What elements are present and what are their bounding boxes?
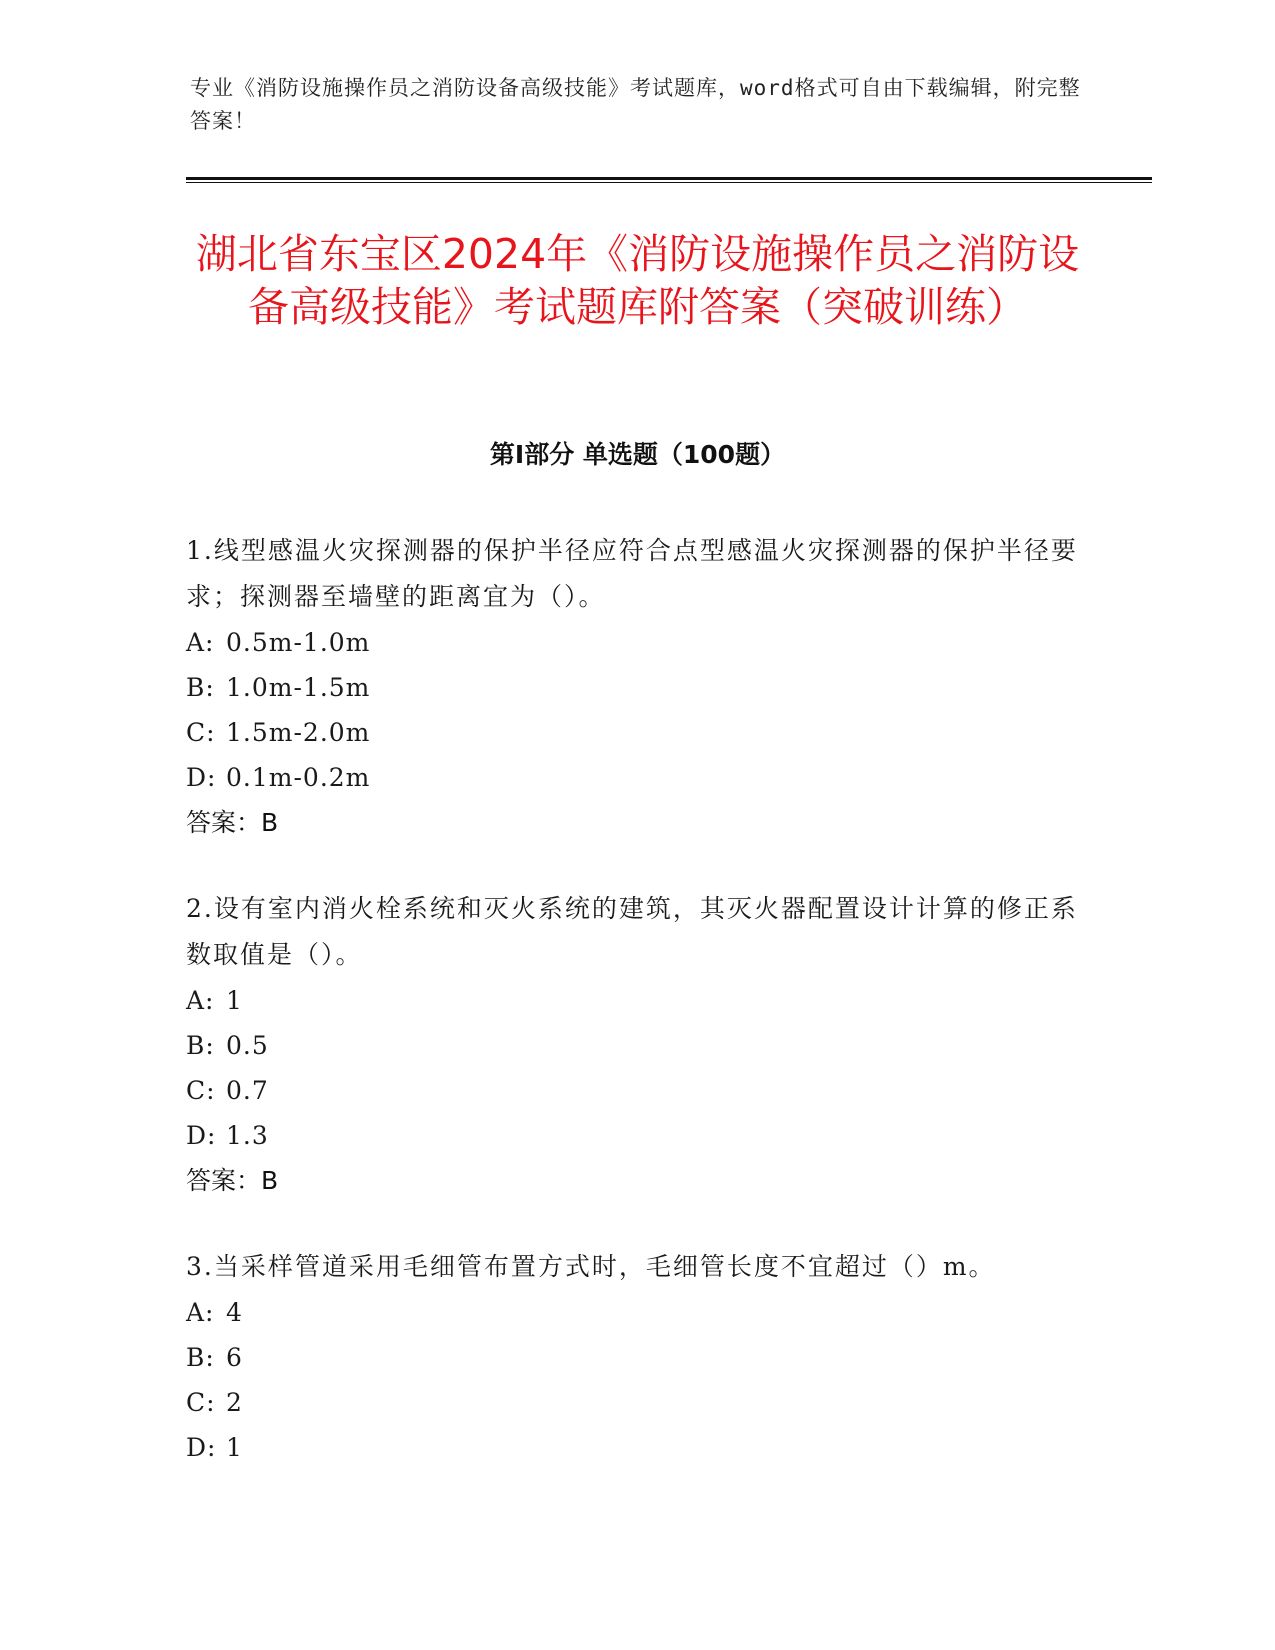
option-key: C: [186, 718, 216, 747]
header-note: 专业《消防设施操作员之消防设备高级技能》考试题库，word格式可自由下载编辑，附完整答案！ [190, 76, 1081, 133]
question-list [186, 528, 1086, 1510]
option-text: 6 [226, 1343, 243, 1372]
option-a [186, 620, 1086, 665]
option-key: A: [186, 628, 215, 657]
document-title: 湖北省东宝区2024年《消防设施操作员之消防设备高级技能》考试题库附答案（突破训练） [195, 230, 1080, 331]
option-c [186, 710, 1086, 755]
option-text: 2 [226, 1388, 243, 1417]
option-key: D: [186, 1121, 217, 1150]
question-1 [186, 528, 1086, 846]
option-text: 0.7 [226, 1076, 269, 1105]
option-key: D: [186, 1433, 217, 1462]
option-c [186, 1380, 1086, 1425]
option-b [186, 1023, 1086, 1068]
question-stem: 3.当采样管道采用毛细管布置方式时，毛细管长度不宜超过（）m。 [186, 1252, 996, 1281]
option-text: 4 [226, 1298, 243, 1327]
question-answer: 答案：B [186, 1166, 279, 1195]
option-text: 1 [226, 986, 243, 1015]
option-key: A: [186, 1298, 215, 1327]
option-d [186, 1425, 1086, 1470]
option-key: B: [186, 673, 215, 702]
option-key: D: [186, 763, 217, 792]
option-c [186, 1068, 1086, 1113]
option-key: C: [186, 1076, 216, 1105]
option-text: 1.5m-2.0m [226, 718, 371, 747]
option-text: 0.1m-0.2m [226, 763, 371, 792]
option-b [186, 665, 1086, 710]
option-text: 1 [226, 1433, 243, 1462]
header-rule-thin [186, 182, 1152, 183]
option-text: 1.3 [226, 1121, 269, 1150]
option-b [186, 1335, 1086, 1380]
option-key: B: [186, 1343, 215, 1372]
option-key: C: [186, 1388, 216, 1417]
header-rule-thick [186, 177, 1152, 180]
section-title: 第Ⅰ部分 单选题（100题） [489, 440, 786, 469]
question-stem: 1.线型感温火灾探测器的保护半径应符合点型感温火灾探测器的保护半径要求；探测器至墙壁的距离宜为（）。 [186, 536, 1078, 611]
option-key: A: [186, 986, 215, 1015]
option-key: B: [186, 1031, 215, 1060]
question-2 [186, 886, 1086, 1204]
option-a [186, 978, 1086, 1023]
option-d [186, 755, 1086, 800]
option-text: 0.5 [226, 1031, 269, 1060]
option-d [186, 1113, 1086, 1158]
option-a [186, 1290, 1086, 1335]
question-stem: 2.设有室内消火栓系统和灭火系统的建筑，其灭火器配置设计计算的修正系数取值是（）。 [186, 894, 1078, 969]
option-text: 0.5m-1.0m [226, 628, 371, 657]
option-text: 1.0m-1.5m [226, 673, 371, 702]
question-3 [186, 1244, 1086, 1470]
question-answer: 答案：B [186, 808, 279, 837]
